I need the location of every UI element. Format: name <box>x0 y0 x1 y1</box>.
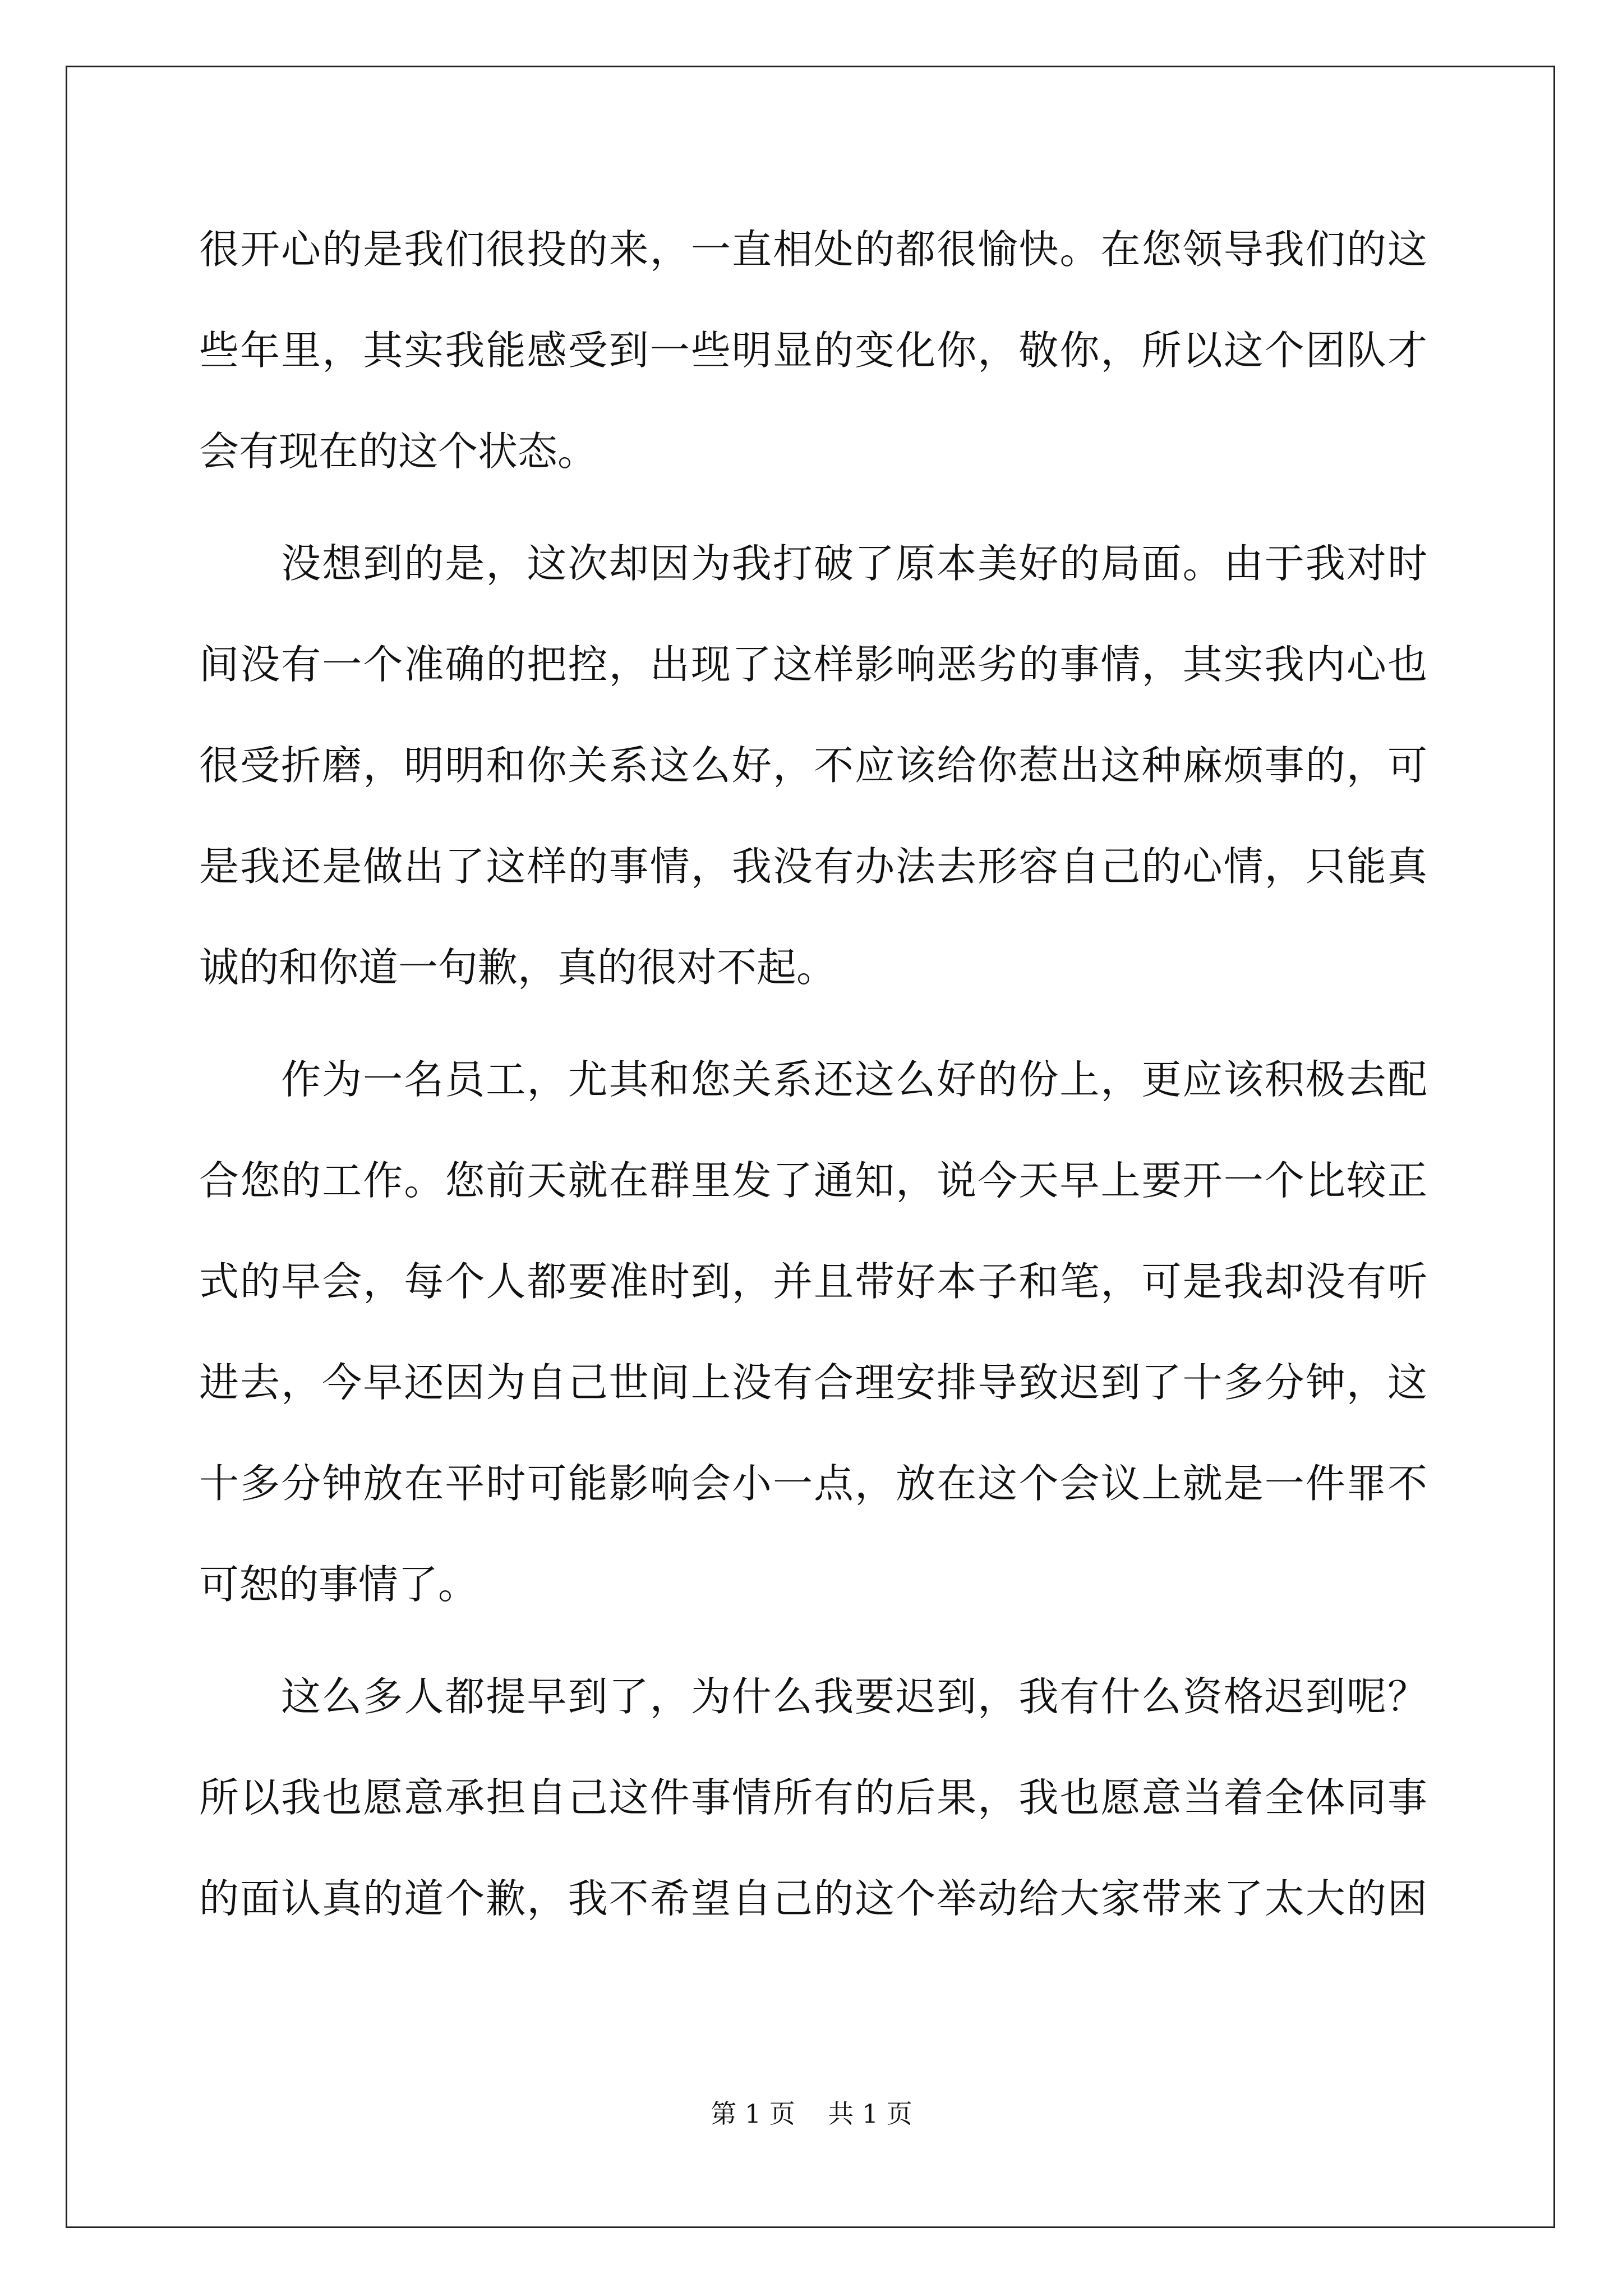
text-line: 很开心的是我们很投的来，一直相处的都很愉快。在您领导我们的这 <box>199 226 1427 273</box>
paragraph-first-line: 这么多人都提早到了，为什么我要迟到，我有什么资格迟到呢？ <box>281 1673 1427 1720</box>
text-line: 可恕的事情了。 <box>199 1561 478 1608</box>
text-line: 诚的和你道一句歉，真的很对不起。 <box>199 944 837 991</box>
text-line: 会有现在的这个状态。 <box>199 428 598 475</box>
text-line: 些年里，其实我能感受到一些明显的变化你，敬你，所以这个团队才 <box>199 327 1427 374</box>
text-line: 很受折磨，明明和你关系这么好，不应该给你惹出这种麻烦事的，可 <box>199 742 1427 789</box>
page-number-footer: 第 1 页 共 1 页 <box>711 2099 912 2129</box>
text-line: 间没有一个准确的把控，出现了这样影响恶劣的事情，其实我内心也 <box>199 641 1427 688</box>
text-line: 式的早会，每个人都要准时到，并且带好本子和笔，可是我却没有听 <box>199 1258 1427 1305</box>
paragraph-first-line: 作为一名员工，尤其和您关系还这么好的份上，更应该积极去配 <box>281 1056 1427 1103</box>
paragraph-first-line: 没想到的是，这次却因为我打破了原本美好的局面。由于我对时 <box>281 540 1427 587</box>
text-line: 十多分钟放在平时可能影响会小一点，放在这个会议上就是一件罪不 <box>199 1460 1427 1507</box>
text-line: 所以我也愿意承担自己这件事情所有的后果，我也愿意当着全体同事 <box>199 1774 1427 1821</box>
text-line: 进去，今早还因为自己世间上没有合理安排导致迟到了十多分钟，这 <box>199 1359 1427 1406</box>
text-line: 是我还是做出了这样的事情，我没有办法去形容自己的心情，只能真 <box>199 843 1427 890</box>
text-line: 合您的工作。您前天就在群里发了通知，说今天早上要开一个比较正 <box>199 1157 1427 1204</box>
text-line: 的面认真的道个歉，我不希望自己的这个举动给大家带来了太大的困 <box>199 1875 1427 1922</box>
